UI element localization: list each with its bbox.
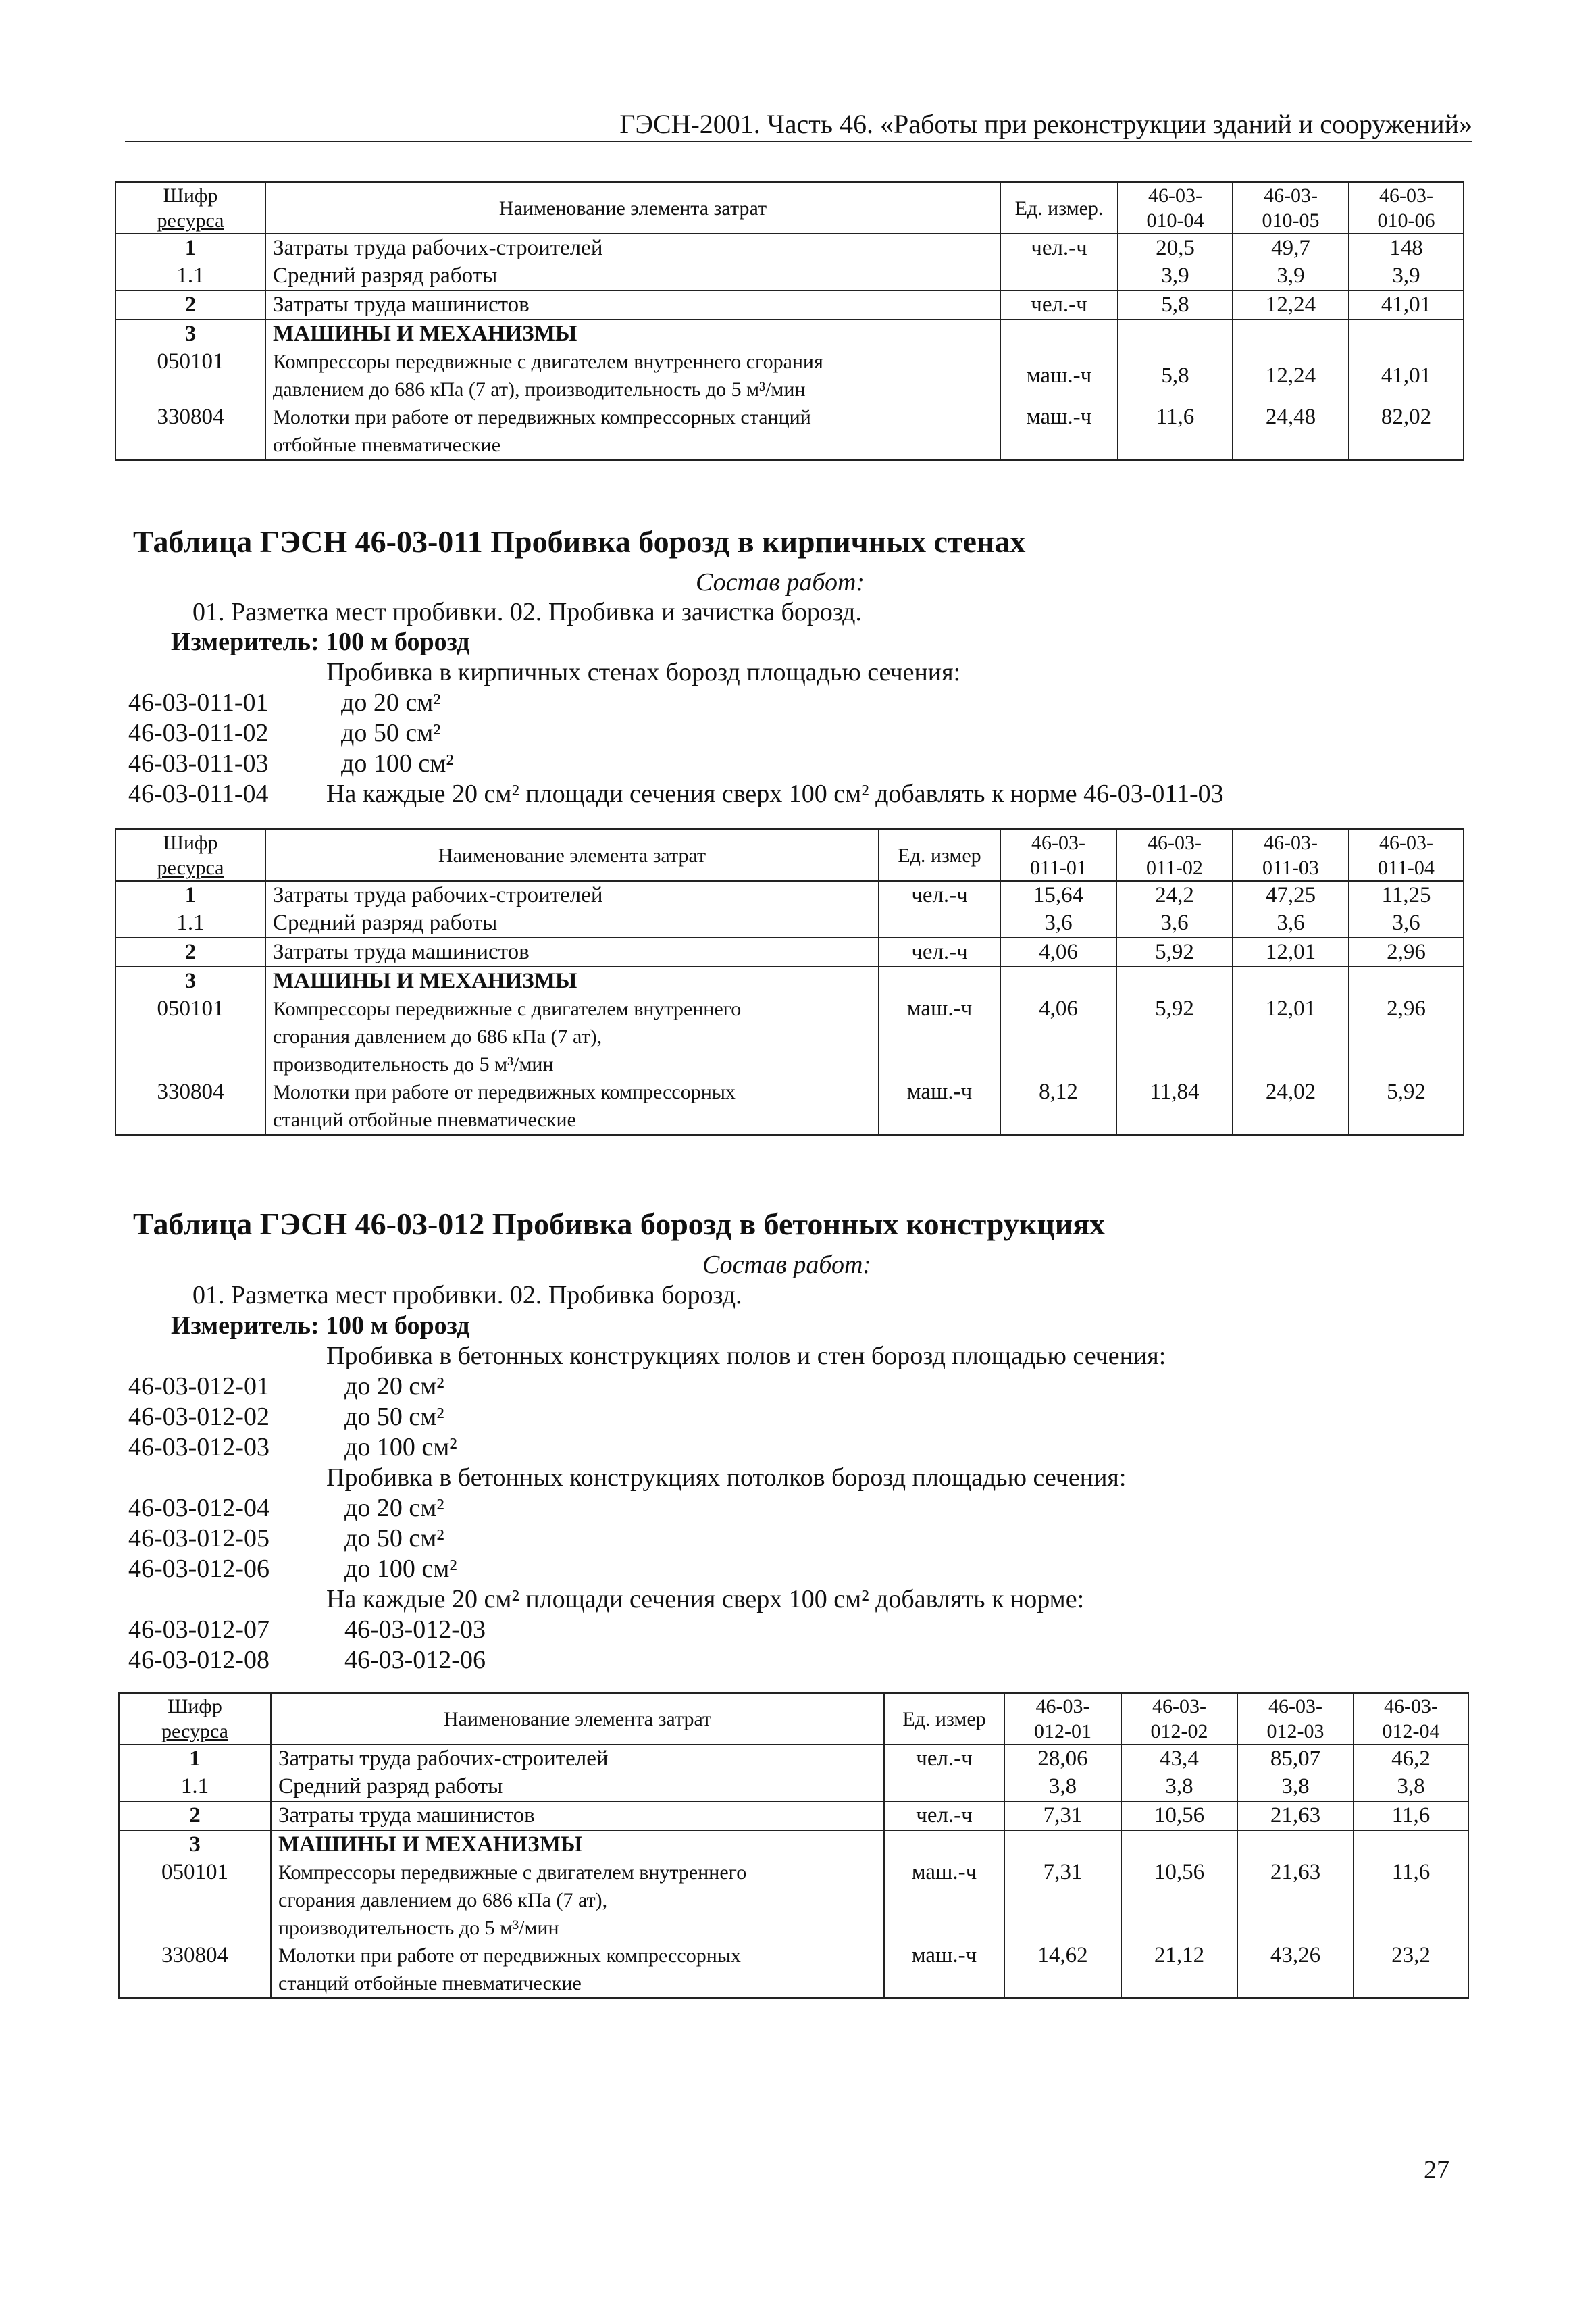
header-code: Шифр ресурса: [119, 1693, 271, 1745]
table-cell: 11,6: [1354, 1801, 1468, 1830]
table-cell: 12,24: [1233, 291, 1349, 320]
table-header-row: [115, 182, 1464, 234]
norm-description: до 20 см²: [341, 688, 441, 717]
table-cell: маш.-ч: [884, 1942, 1004, 1998]
table-cell: чел.-ч: [1000, 234, 1118, 262]
table-cell: 2,96: [1349, 938, 1464, 967]
header-name: Наименование элемента затрат: [271, 1693, 884, 1745]
table-cell: [1000, 967, 1116, 995]
table-cell: маш.-ч: [1000, 348, 1118, 403]
table-cell: 5,8: [1118, 291, 1233, 320]
norm-code: 46-03-012-06: [128, 1555, 269, 1583]
table-cell: 5,8: [1118, 348, 1233, 403]
table-row: [119, 1744, 1468, 1773]
table-cell: Затраты труда машинистов: [265, 938, 879, 967]
table-cell: [1233, 320, 1349, 348]
table-cell: Компрессоры передвижные с двигателем внутреннего сгорания давлением до 686 кПа (7 ат), производительность до 5 м³/мин: [271, 1859, 884, 1942]
table-row: [119, 1942, 1468, 1998]
norm-code: 46-03-012-02: [128, 1403, 269, 1431]
norm-code: 46-03-012-05: [128, 1524, 269, 1553]
norm-description: до 50 см²: [341, 719, 441, 747]
table-cell: 24,2: [1116, 881, 1233, 909]
table-cell: 3,6: [1000, 909, 1116, 938]
table-cell: 3,6: [1349, 909, 1464, 938]
work-composition: 01. Разметка мест пробивки. 02. Пробивка и зачистка борозд.: [192, 598, 862, 626]
header-norm-code: 46-03- 011-03: [1233, 830, 1349, 882]
table-cell: 43,4: [1121, 1744, 1237, 1773]
header-norm-code: 46-03- 011-02: [1116, 830, 1233, 882]
table-cell: 3,6: [1233, 909, 1349, 938]
table-cell: 12,01: [1233, 995, 1349, 1078]
header-norm-code: 46-03- 011-01: [1000, 830, 1116, 882]
running-header: [125, 107, 1472, 142]
table-cell: 23,2: [1354, 1942, 1468, 1998]
norm-description: На каждые 20 см² площади сечения сверх 100 см² добавлять к норме 46-03-011-03: [326, 780, 1224, 808]
table-cell: 050101: [115, 348, 265, 403]
table-cell: 85,07: [1237, 1744, 1354, 1773]
table-cell: 4,06: [1000, 938, 1116, 967]
norm-intro: На каждые 20 см² площади сечения сверх 100 см² добавлять к норме:: [326, 1585, 1085, 1613]
table-row: [115, 881, 1464, 909]
table-cell: [1000, 320, 1118, 348]
table-cell: [884, 1773, 1004, 1801]
table-cell: 3,9: [1118, 262, 1233, 291]
table-header-row: [119, 1693, 1468, 1745]
table-row: [115, 262, 1464, 291]
table-cell: Средний разряд работы: [265, 909, 879, 938]
norm-code: 46-03-012-07: [128, 1615, 269, 1644]
table-row: [115, 403, 1464, 460]
header-code: Шифр ресурса: [115, 830, 265, 882]
table-cell: Средний разряд работы: [265, 262, 1000, 291]
table-cell: Затраты труда рабочих-строителей: [271, 1744, 884, 1773]
table-cell: 1.1: [115, 262, 265, 291]
table-cell: 12,24: [1233, 348, 1349, 403]
table-cell: 24,48: [1233, 403, 1349, 460]
table-cell: 4,06: [1000, 995, 1116, 1078]
norm-description: 46-03-012-06: [344, 1646, 486, 1674]
header-unit: Ед. измер.: [1000, 182, 1118, 234]
table-cell: 1: [119, 1744, 271, 1773]
norm-code: 46-03-012-03: [128, 1433, 269, 1461]
table-cell: [1118, 320, 1233, 348]
header-unit: Ед. измер: [884, 1693, 1004, 1745]
table-row: [115, 348, 1464, 403]
table-row: [119, 1801, 1468, 1830]
table-cell: 7,31: [1004, 1801, 1121, 1830]
composition-label: Состав работ:: [702, 1251, 872, 1279]
table-cell: [1349, 320, 1464, 348]
norm-description: до 100 см²: [341, 749, 454, 778]
table-cell: МАШИНЫ И МЕХАНИЗМЫ: [265, 320, 1000, 348]
table-cell: 41,01: [1349, 291, 1464, 320]
table-cell: 2: [115, 291, 265, 320]
resource-table-46-03-012: [118, 1692, 1469, 1999]
table-cell: 11,25: [1349, 881, 1464, 909]
table-cell: [1354, 1830, 1468, 1859]
table-cell: чел.-ч: [884, 1801, 1004, 1830]
norm-intro: Пробивка в бетонных конструкциях потолков борозд площадью сечения:: [326, 1463, 1127, 1492]
table-cell: 20,5: [1118, 234, 1233, 262]
table-cell: 28,06: [1004, 1744, 1121, 1773]
norm-description: до 100 см²: [344, 1555, 457, 1583]
table-cell: 050101: [119, 1859, 271, 1942]
header-norm-code: 46-03- 012-04: [1354, 1693, 1468, 1745]
table-cell: 5,92: [1349, 1078, 1464, 1135]
table-cell: 148: [1349, 234, 1464, 262]
table-cell: 11,84: [1116, 1078, 1233, 1135]
table-cell: [1349, 967, 1464, 995]
table-cell: 49,7: [1233, 234, 1349, 262]
table-cell: Компрессоры передвижные с двигателем внутреннего сгорания давлением до 686 кПа (7 ат), производительность до 5 м³/мин: [265, 995, 879, 1078]
table-cell: 3,8: [1354, 1773, 1468, 1801]
table-header-row: [115, 830, 1464, 882]
norm-description: до 20 см²: [344, 1494, 444, 1522]
resource-table-46-03-011: [115, 828, 1464, 1136]
table-cell: 1.1: [119, 1773, 271, 1801]
table-cell: 050101: [115, 995, 265, 1078]
table-cell: 47,25: [1233, 881, 1349, 909]
table-cell: 3: [115, 320, 265, 348]
table-cell: 24,02: [1233, 1078, 1349, 1135]
header-norm-code: 46-03- 012-03: [1237, 1693, 1354, 1745]
header-norm-code: 46-03- 010-04: [1118, 182, 1233, 234]
table-cell: 8,12: [1000, 1078, 1116, 1135]
norm-code: 46-03-011-03: [128, 749, 269, 778]
table-cell: [1121, 1830, 1237, 1859]
table-cell: маш.-ч: [884, 1859, 1004, 1942]
composition-label: Состав работ:: [696, 568, 865, 597]
table-cell: 41,01: [1349, 348, 1464, 403]
table-cell: МАШИНЫ И МЕХАНИЗМЫ: [265, 967, 879, 995]
table-cell: 21,63: [1237, 1859, 1354, 1942]
norm-code: 46-03-011-04: [128, 780, 269, 808]
table-cell: [1000, 262, 1118, 291]
table-cell: [1237, 1830, 1354, 1859]
header-norm-code: 46-03- 012-02: [1121, 1693, 1237, 1745]
table-cell: 82,02: [1349, 403, 1464, 460]
table-cell: 5,92: [1116, 995, 1233, 1078]
table-cell: 1: [115, 881, 265, 909]
norm-code: 46-03-012-08: [128, 1646, 269, 1674]
table-cell: Молотки при работе от передвижных компрессорных станций отбойные пневматические: [265, 1078, 879, 1135]
section-title: Таблица ГЭСН 46-03-012 Пробивка борозд в бетонных конструкциях: [133, 1207, 1106, 1241]
header-code: Шифр ресурса: [115, 182, 265, 234]
table-cell: [1233, 967, 1349, 995]
table-cell: Затраты труда рабочих-строителей: [265, 881, 879, 909]
table-cell: 2,96: [1349, 995, 1464, 1078]
work-composition: 01. Разметка мест пробивки. 02. Пробивка борозд.: [192, 1281, 742, 1309]
table-cell: 11,6: [1354, 1859, 1468, 1942]
norm-description: до 20 см²: [344, 1372, 444, 1401]
table-cell: 12,01: [1233, 938, 1349, 967]
table-cell: Средний разряд работы: [271, 1773, 884, 1801]
table-row: [115, 291, 1464, 320]
norm-description: до 50 см²: [344, 1403, 444, 1431]
table-cell: чел.-ч: [879, 938, 1000, 967]
table-row: [119, 1830, 1468, 1859]
table-cell: 14,62: [1004, 1942, 1121, 1998]
table-cell: маш.-ч: [1000, 403, 1118, 460]
table-cell: [884, 1830, 1004, 1859]
table-row: [115, 320, 1464, 348]
table-cell: 2: [115, 938, 265, 967]
norm-code: 46-03-011-01: [128, 688, 269, 717]
header-name: Наименование элемента затрат: [265, 830, 879, 882]
norm-code: 46-03-012-04: [128, 1494, 269, 1522]
table-cell: Затраты труда машинистов: [265, 291, 1000, 320]
table-cell: 1.1: [115, 909, 265, 938]
table-cell: 46,2: [1354, 1744, 1468, 1773]
header-norm-code: 46-03- 010-05: [1233, 182, 1349, 234]
table-cell: Компрессоры передвижные с двигателем внутреннего сгорания давлением до 686 кПа (7 ат), производительность до 5 м³/мин: [265, 348, 1000, 403]
table-cell: 10,56: [1121, 1859, 1237, 1942]
table-cell: 1: [115, 234, 265, 262]
table-cell: маш.-ч: [879, 995, 1000, 1078]
table-cell: 2: [119, 1801, 271, 1830]
table-cell: 11,6: [1118, 403, 1233, 460]
table-cell: МАШИНЫ И МЕХАНИЗМЫ: [271, 1830, 884, 1859]
table-cell: 3,8: [1004, 1773, 1121, 1801]
table-row: [115, 995, 1464, 1078]
table-cell: 3,9: [1349, 262, 1464, 291]
table-cell: 3,8: [1121, 1773, 1237, 1801]
table-row: [115, 909, 1464, 938]
table-row: [115, 234, 1464, 262]
measure-unit: Измеритель: 100 м борозд: [171, 628, 470, 656]
table-cell: [1004, 1830, 1121, 1859]
table-cell: 330804: [115, 403, 265, 460]
table-cell: 330804: [115, 1078, 265, 1135]
table-cell: 7,31: [1004, 1859, 1121, 1942]
page-number: 27: [1424, 2156, 1449, 2184]
table-cell: Молотки при работе от передвижных компрессорных станций отбойные пневматические: [265, 403, 1000, 460]
header-norm-code: 46-03- 010-06: [1349, 182, 1464, 234]
table-cell: чел.-ч: [1000, 291, 1118, 320]
measure-unit: Измеритель: 100 м борозд: [171, 1311, 470, 1340]
table-cell: Затраты труда машинистов: [271, 1801, 884, 1830]
norm-description: 46-03-012-03: [344, 1615, 486, 1644]
header-norm-code: 46-03- 011-04: [1349, 830, 1464, 882]
table-cell: [1116, 967, 1233, 995]
table-cell: 15,64: [1000, 881, 1116, 909]
norm-intro: Пробивка в бетонных конструкциях полов и стен борозд площадью сечения:: [326, 1342, 1166, 1370]
table-cell: [879, 909, 1000, 938]
table-cell: 21,12: [1121, 1942, 1237, 1998]
norm-code: 46-03-011-02: [128, 719, 269, 747]
norm-intro: Пробивка в кирпичных стенах борозд площадью сечения:: [326, 658, 961, 686]
table-cell: чел.-ч: [879, 881, 1000, 909]
table-cell: 3: [115, 967, 265, 995]
table-cell: 3,9: [1233, 262, 1349, 291]
table-row: [119, 1773, 1468, 1801]
table-cell: 330804: [119, 1942, 271, 1998]
table-cell: Затраты труда рабочих-строителей: [265, 234, 1000, 262]
table-cell: 43,26: [1237, 1942, 1354, 1998]
table-cell: 5,92: [1116, 938, 1233, 967]
table-cell: маш.-ч: [879, 1078, 1000, 1135]
norm-description: до 50 см²: [344, 1524, 444, 1553]
table-cell: 21,63: [1237, 1801, 1354, 1830]
table-row: [115, 967, 1464, 995]
header-unit: Ед. измер: [879, 830, 1000, 882]
table-cell: [879, 967, 1000, 995]
table-row: [115, 938, 1464, 967]
header-name: Наименование элемента затрат: [265, 182, 1000, 234]
table-cell: 3,6: [1116, 909, 1233, 938]
table-cell: 3: [119, 1830, 271, 1859]
section-title: Таблица ГЭСН 46-03-011 Пробивка борозд в кирпичных стенах: [133, 524, 1026, 559]
table-row: [119, 1859, 1468, 1942]
resource-table-46-03-010: [115, 181, 1464, 461]
table-cell: 10,56: [1121, 1801, 1237, 1830]
table-row: [115, 1078, 1464, 1135]
header-text: ГЭСН-2001. Часть 46. «Работы при реконструкции зданий и сооружений»: [619, 109, 1472, 139]
header-norm-code: 46-03- 012-01: [1004, 1693, 1121, 1745]
table-cell: Молотки при работе от передвижных компрессорных станций отбойные пневматические: [271, 1942, 884, 1998]
table-cell: чел.-ч: [884, 1744, 1004, 1773]
norm-code: 46-03-012-01: [128, 1372, 269, 1401]
norm-description: до 100 см²: [344, 1433, 457, 1461]
table-cell: 3,8: [1237, 1773, 1354, 1801]
